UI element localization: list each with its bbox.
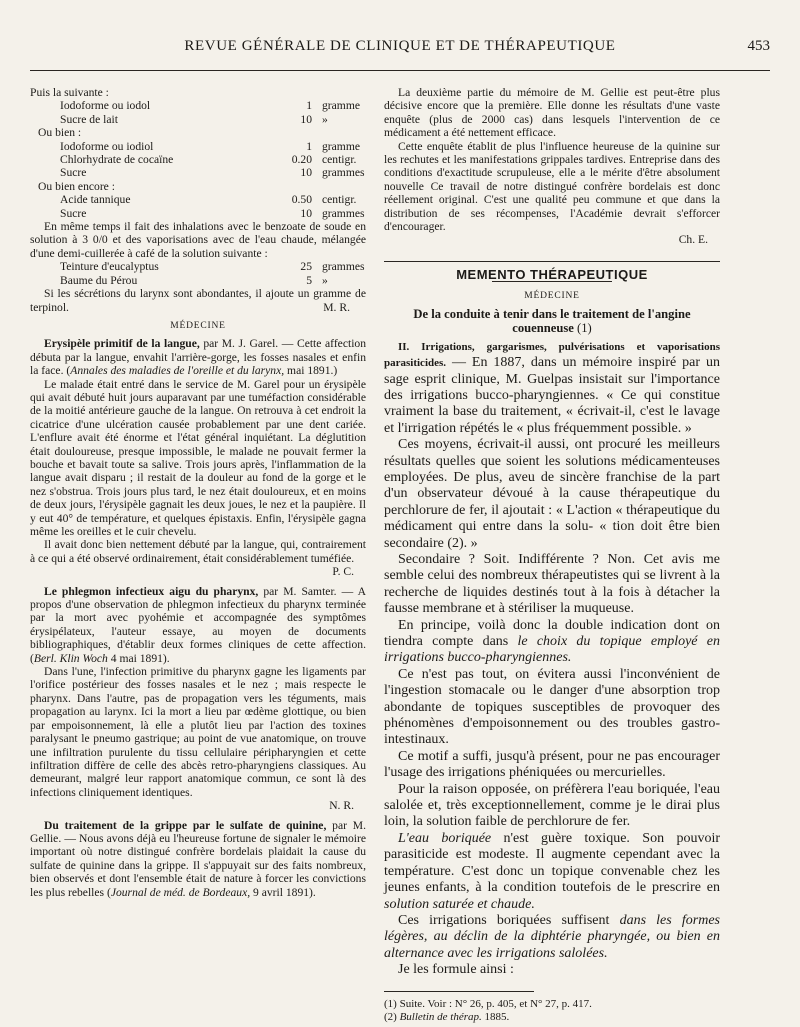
signature: N. R.	[329, 799, 354, 813]
journal-title: REVUE GÉNÉRALE DE CLINIQUE ET DE THÉRAPEUTIQUE	[184, 38, 616, 54]
emphasis: dans les formes légères, au déclin de la diphtérie pharyngée, ou bien en alternance avec les irrigations salolées.	[384, 912, 720, 961]
rx-quantity: 25	[300, 260, 312, 274]
rx-line	[30, 193, 366, 206]
rx-quantity: 5	[306, 273, 312, 287]
emphasis: solution saturée et chaude.	[384, 896, 535, 912]
rx-quantity: 1	[306, 99, 312, 113]
paragraph: Je les formule ainsi :	[398, 962, 514, 978]
footnote-rule	[384, 991, 534, 992]
rx-unit: gramme	[322, 99, 360, 113]
paragraph	[384, 913, 720, 962]
rx-or-1: Ou bien :	[38, 126, 82, 140]
section-heading-medecine: MÉDECINE	[524, 291, 580, 302]
paragraph: Ce n'est pas tout, on évitera aussi l'inconvénient de l'ingestion stomacale ou le danger d'une absorption trop abondante de topiques susceptibles de provoquer des phénomènes d'empoisonnement ou des troubles gastro-intestinaux.	[384, 666, 720, 748]
left-column	[30, 86, 366, 899]
rx-unit: grammes	[322, 166, 365, 180]
rx-quantity: 10	[300, 206, 312, 220]
article-grippe	[30, 819, 366, 899]
paragraph	[384, 831, 720, 913]
article-reference-date: 9 avril 1891).	[250, 885, 316, 899]
rx-quantity: 0.20	[291, 153, 312, 167]
article-title: Le phlegmon infectieux aigu du pharynx,	[44, 584, 259, 598]
rx-ingredient: Sucre de lait	[60, 112, 118, 126]
article-lead: par M. Samter. — A propos d'une observation de phlegmon infectieux du pharynx terminée par la mort avec pyohémie et accompagnée des symptômes érysipélateux, l'auteur essaye, au moyen de documents bibliographiques, d'établir deux formes cliniques de cette affection. (	[30, 584, 366, 665]
rx-quantity: 1	[306, 139, 312, 153]
header-rule	[30, 70, 770, 71]
article-reference-date: mai 1891.)	[284, 364, 338, 378]
rx-unit: »	[322, 273, 328, 287]
rx-ingredient: Chlorhydrate de cocaïne	[60, 153, 174, 167]
emphasis: L'eau boriquée	[398, 830, 492, 846]
rx-line	[30, 166, 366, 179]
paragraph: Secondaire ? Soit. Indifférente ? Non. Cet avis me semble celui des nombreux thérapeutistes qui se livrent à la recherche de liquides destinés tout à la fois à détacher la fausse membrane et à stériliser la muqueuse.	[384, 551, 720, 617]
paragraph	[384, 618, 720, 667]
prescription-4	[30, 260, 366, 287]
rx-line	[30, 99, 366, 112]
rx-ingredient: Iodoforme ou iodiol	[60, 139, 154, 153]
prescription-1	[30, 99, 366, 126]
rx-unit: gramme	[322, 139, 360, 153]
prescription-3	[30, 193, 366, 220]
article-reference: Journal de méd. de Bordeaux,	[110, 885, 251, 899]
footnote-1: (1) Suite. Voir : N° 26, p. 405, et N° 27, p. 417.	[384, 997, 592, 1010]
rx-line	[30, 113, 366, 126]
paragraph: Ce motif a suffi, jusqu'à présent, pour ne pas encourager l'usage des irrigations phéniquées ou mercurielles.	[384, 748, 720, 781]
paragraph: Cette enquête établit de plus l'influence heureuse de la quinine sur les rechutes et les manifestations grippales tardives. Entreprise dans des conditions d'exactitude scrupuleuse, elle a le mérite d'être absolument nouvelle Ce travail de notre distingué confrère bordelais est donc réellement original. C'est une qualité peu commune et que dans la distribution de ses récompenses, l'Académie devrait s'efforcer d'encourager.	[384, 139, 720, 234]
article-title: Du traitement de la grippe par le sulfate de quinine,	[44, 818, 327, 832]
article-irrigations	[384, 339, 720, 437]
right-column	[384, 86, 720, 1024]
memento-title: MEMENTO THÉRAPEUTIQUE	[456, 266, 648, 282]
paragraph: Ces moyens, écrivait-il aussi, ont procuré les meilleurs résultats quelles que soient les solutions médicamenteuses employées. De plus, aveu de sincère franchise de la part d'un observateur dévoué à la cause thérapeutique du perchlorure de fer, il ajoutait : « L'action « thérapeutique du médicament qui entre dans la solu- « tion doit être bien secondaire (2). »	[384, 437, 720, 551]
emphasis: le choix du topique employé en irrigations bucco-pharyngiennes.	[384, 634, 720, 666]
rx-ingredient: Teinture d'eucalyptus	[60, 260, 159, 274]
signature: M. R.	[323, 300, 350, 314]
article-erysipele	[30, 337, 366, 377]
footnote-2	[384, 1011, 720, 1024]
paragraph-text: En principe, voilà donc la double indication dont on tiendra compte dans	[384, 617, 720, 649]
paragraph: Pour la raison opposée, on préfèrera l'eau boriquée, l'eau salolée et, très exceptionnellement, comme je le dirai plus loin, la solution faible de perchlorure de fer.	[384, 781, 720, 830]
paragraph-text: n'est guère toxique. Son pouvoir parasiticide est modeste. Il augmente cependant avec la température. C'est donc un topique convenable chez les jeunes enfants, à la condition toutefois de le prescrire en	[384, 830, 720, 896]
running-header	[30, 28, 770, 62]
memento-body	[384, 339, 720, 979]
rx-ingredient: Sucre	[60, 206, 87, 220]
conduite-title	[384, 307, 720, 335]
rx-line	[30, 153, 366, 166]
paragraph: Il avait donc bien nettement débuté par la langue, qui, contrairement à ce qui a été observé ordinairement, était considérablement tuméfiée.	[30, 538, 366, 565]
prescription-2	[30, 140, 366, 180]
rx-or-2: Ou bien encore :	[38, 179, 115, 193]
footnote-source: Bulletin de thérap.	[399, 1010, 482, 1023]
footnote-marker: (1)	[573, 320, 592, 335]
paragraph: Dans l'une, l'infection primitive du pharynx gagne les ligaments par l'orifice postérieur des fosses nasales et le nez ; mais respecte le pharynx. Dans l'autre, pas de propagation vers les téguments, mais propagation au larynx. Ici la mort a lieu par œdème glottique, ou bien par empoisonnement, là elle a plutôt lieu par l'action des toxines paralysant le pneumo gastrique; au point de vue anatomique, on trouve une infiltration purulente du tissu cellulaire péripharyngien et cette infiltration diffère de celle des abcès retro-pharyngiens classiques. Au demeurant, malgré leur rapport anatomique commun, ce sont là des infections cliniquement identiques.	[30, 665, 366, 799]
paragraph-inhalations: En même temps il fait des inhalations avec le benzoate de soude en solution à 3 0/0 et des vaporisations avec de l'eau chaude, mélangée d'une demi-cuillerée à café de la solution suivante :	[30, 220, 366, 260]
rx-ingredient: Baume du Pérou	[60, 273, 138, 287]
rx-quantity: 0.50	[291, 193, 312, 207]
paragraph-text: — En 1887, dans un mémoire inspiré par un sage esprit clinique, M. Guelpas insistait sur l'importance des irrigations bucco-pharyngiennes. « Ce qui constitue vraiment la base du traitement, « écrivait-il, c'est le lavage et l'irrigation répétés le « plus fréquemment possible. »	[384, 355, 720, 436]
rx-quantity: 10	[300, 166, 312, 180]
rx-unit: centigr.	[322, 153, 357, 167]
rx-unit: grammes	[322, 206, 365, 220]
rx-line	[30, 274, 366, 287]
footnote-number: (2)	[384, 1010, 400, 1023]
article-reference-date: 4 mai 1891).	[107, 651, 170, 665]
article-title: II. Irrigations, gargarismes, pulvérisations et vaporisations parasiticides.	[384, 340, 720, 370]
article-lead: par M. J. Garel. — Cette affection débuta par la langue, envahit l'arrière-gorge, les fosses nasales et enfin la face. (	[30, 337, 367, 378]
footnote-year: 1885.	[481, 1010, 510, 1023]
paragraph: Le malade était entré dans le service de M. Garel pour un érysipèle qui avait débuté huit jours auparavant par une tuméfaction considérable de la moitié antérieure gauche de la langue. On retrouva à cet endroit la cicatrice d'une ulcération causée probablement par une dent cariée. L'enflure avait été énorme et l'état général inquiétant. La déglutition était douloureuse, presque impossible, le malade ne pouvait fermer la bouche et bavait toute sa salive. Trois jours après, l'inflammation de la langue avait disparu ; il restait de la douleur au fond de la gorge et le nez s'obstrua. Trois jours plus tard, le nez était douloureux, et en moins de deux jours, l'érysipèle gagnait les deux joues, le nez et la paupière. Il y eut 40° de température, et quelques épistaxis. Enfin, l'érysipèle gagna même les oreilles et le cuir chevelu.	[30, 377, 366, 538]
rx-intro: Puis la suivante :	[30, 86, 109, 99]
article-reference: Annales des maladies de l'oreille et du larynx,	[70, 364, 285, 378]
rx-ingredient: Sucre	[60, 166, 87, 180]
article-phlegmon	[30, 585, 366, 665]
signature: Ch. E.	[678, 233, 708, 247]
paragraph-larynx	[30, 287, 366, 314]
article-reference: Berl. Klin Woch	[33, 651, 108, 665]
article-lead: par M. Gellie. — Nous avons déjà eu l'heureuse fortune de signaler le mémoire important où notre distingué confrère bordelais plaidait la cause du sulfate de quinine dans la grippe. Il s'appuyait sur des faits nombreux, bien observés et dont l'ensemble était de nature à forcer les convictions les plus rebelles (	[30, 818, 366, 899]
rx-ingredient: Iodoforme ou iodol	[60, 99, 151, 113]
paragraph: La deuxième partie du mémoire de M. Gellie est peut-être plus décisive encore que la première. Elle donne les résultats d'une vaste enquête (plus de 2000 cas) dans lesquels l'intervention de ce médicament a été nettement efficace.	[384, 86, 720, 140]
section-rule	[384, 261, 720, 262]
paragraph-text: Ces irrigations boriquées suffisent	[398, 912, 620, 928]
conduite-title-text: De la conduite à tenir dans le traitement de l'angine couenneuse	[413, 306, 691, 335]
rx-unit: »	[322, 112, 328, 126]
rx-quantity: 10	[300, 112, 312, 126]
rx-unit: centigr.	[322, 193, 357, 207]
article-title: Erysipèle primitif de la langue,	[44, 337, 200, 351]
rx-unit: grammes	[322, 260, 365, 274]
larynx-text: Si les sécrétions du larynx sont abondantes, il ajoute un gramme de terpinol.	[30, 287, 366, 314]
signature: P. C.	[332, 565, 354, 579]
rx-line	[30, 207, 366, 220]
rx-line	[30, 260, 366, 273]
rx-ingredient: Acide tannique	[60, 193, 131, 207]
rx-line	[30, 140, 366, 153]
section-heading-medecine: MÉDECINE	[170, 320, 226, 331]
page-number: 453	[747, 38, 770, 54]
